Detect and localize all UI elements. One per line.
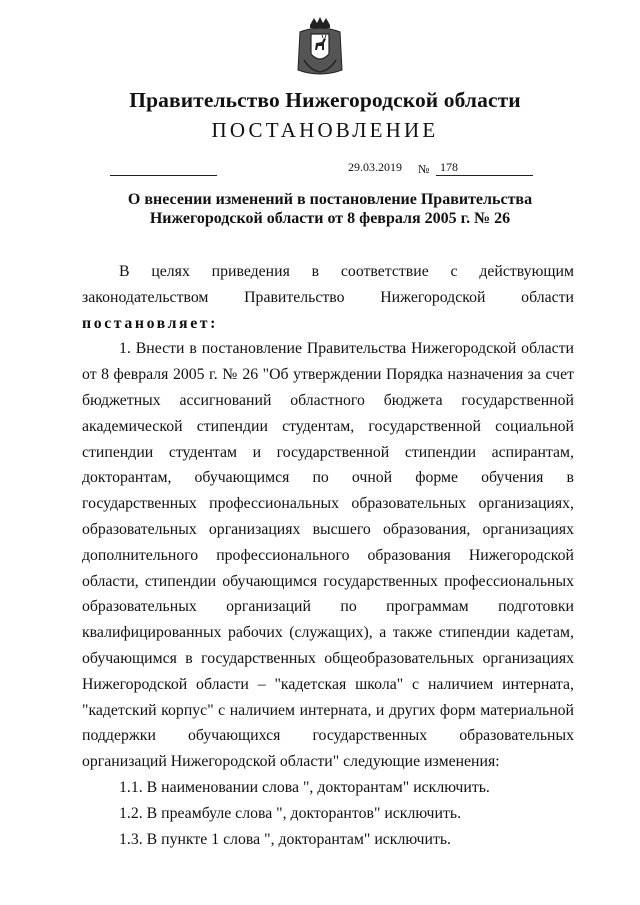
item-1-3: 1.3. В пункте 1 слова ", докторантам" исключить. — [119, 830, 452, 848]
coat-of-arms-icon — [294, 16, 346, 78]
number-label: № — [418, 162, 430, 176]
preamble-paragraph — [82, 259, 574, 336]
decree-word: постановляет: — [82, 314, 219, 332]
document-type: ПОСТАНОВЛЕНИЕ — [211, 118, 439, 142]
item-1-1: 1.1. В наименовании слова ", докторантам" исключить. — [119, 778, 490, 796]
document-number: 178 — [440, 160, 458, 174]
document-date: 29.03.2019 — [348, 160, 402, 174]
preamble-text: В целях приведения в соответствие с действующим законодательством Правительство Нижегородской области — [82, 263, 574, 306]
document-subject — [80, 190, 580, 228]
subject-line-1: О внесении изменений в постановление Правительства — [127, 191, 533, 208]
item-1-2: 1.2. В преамбуле слова ", докторантов" исключить. — [119, 804, 462, 822]
subject-line-2: Нижегородской области от 8 февраля 2005 г. № 26 — [149, 210, 511, 227]
document-body — [82, 259, 574, 852]
government-title: Правительство Нижегородской области — [129, 88, 521, 112]
date-underline — [110, 175, 217, 176]
number-underline — [436, 175, 533, 176]
item-1: 1. Внести в постановление Правительства Нижегородской области от 8 февраля 2005 г. № 26 "Об утверждении Порядка назначения за счет бюджетных ассигнований областного бюджета государственной академической стипендии студентам, государственной социальной стипендии студентам и государственной стипендии аспирантам, докторантам, обучающимся по очной форме обучения в государственных профессиональных образовательных организациях, образовательных организациях высшего образования, организациях дополнительного профессионального образования Нижегородской области, стипендии обучающимся государственных профессиональных образовательных организаций по программам подготовки квалифицированных рабочих (служащих), а также стипендии кадетам, обучающимся в государственных общеобразовательных организациях Нижегородской области – "кадетская школа" с наличием интерната, "кадетский корпус" с наличием интерната, и других форм материальной поддержки обучающихся государственных образовательных организаций Нижегородской области" следующие изменения: — [82, 340, 574, 771]
